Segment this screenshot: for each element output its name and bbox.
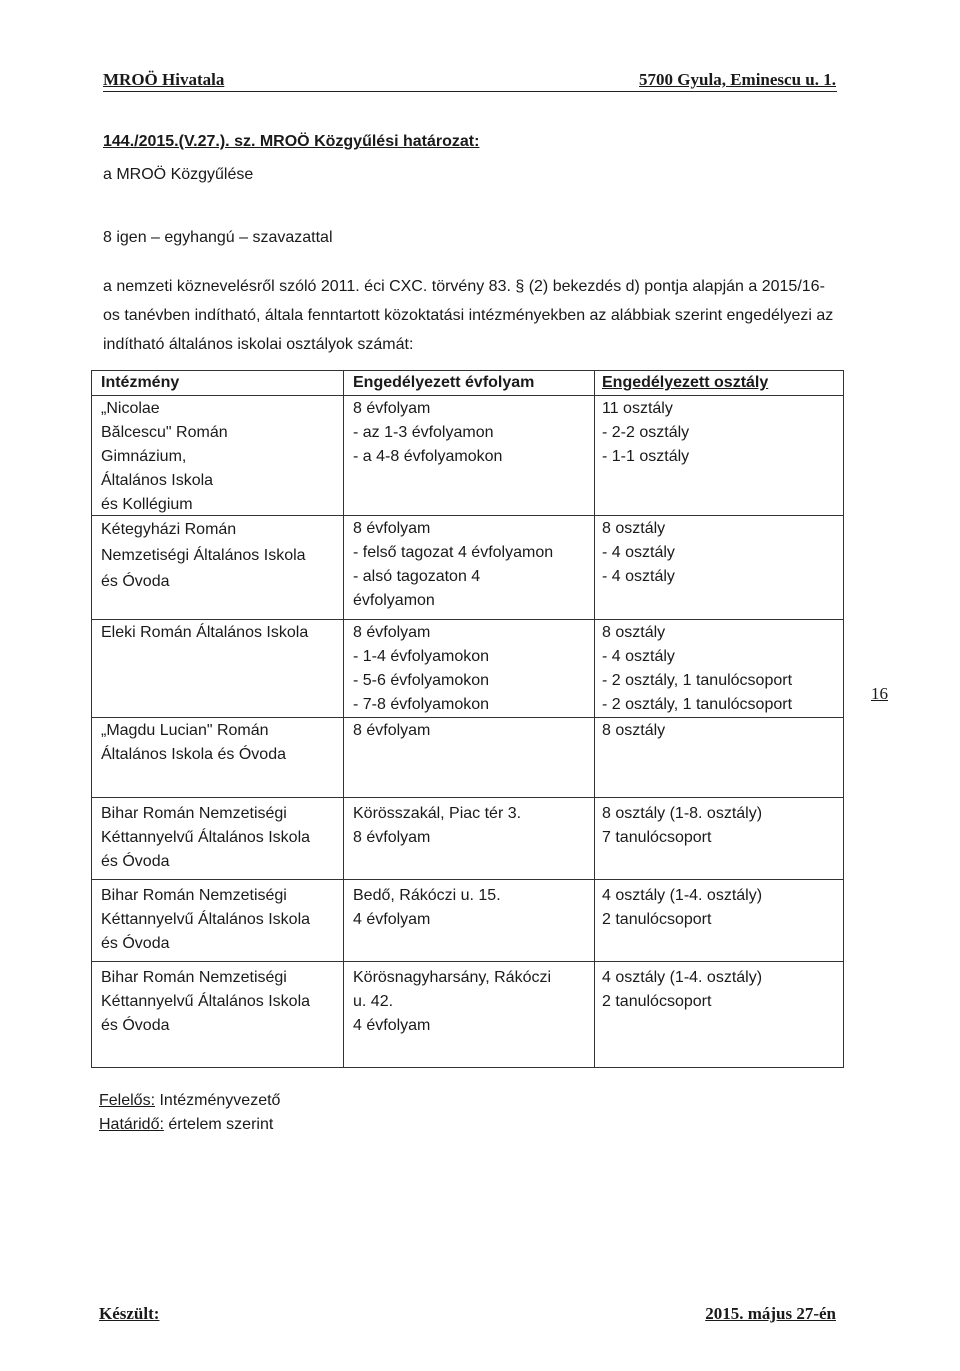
header-rule (103, 91, 837, 92)
table-row (92, 879, 843, 962)
grades-cell: 8 évfolyam - az 1-3 évfolyamon - a 4-8 évfolyamokon (353, 400, 503, 465)
classes-cell: 8 osztály - 4 osztály - 4 osztály (602, 520, 675, 585)
made-label: Készült: (99, 1304, 160, 1323)
deadline-label: Határidő: (99, 1116, 164, 1133)
institution-cell: „Nicolae Bălcescu" Román Gimnázium, Általános Iskola és Kollégium (101, 400, 228, 513)
office-address: 5700 Gyula, Eminescu u. 1. (639, 70, 836, 89)
institution-cell: Bihar Román Nemzetiségi Kéttannyelvű Általános Iskola és Óvoda (101, 969, 311, 1034)
table-row (92, 515, 843, 620)
institution-cell: Bihar Román Nemzetiségi Kéttannyelvű Általános Iskola és Óvoda (101, 887, 311, 952)
classes-cell: 8 osztály - 4 osztály - 2 osztály, 1 tanulócsoport - 2 osztály, 1 tanulócsoport (602, 624, 793, 713)
deadline-value: értelem szerint (163, 1116, 274, 1133)
responsible-label: Felelős: (99, 1092, 156, 1109)
institution-cell: „Magdu Lucian" Román Általános Iskola és Óvoda (101, 722, 286, 763)
grades-cell: 8 évfolyam - 1-4 évfolyamokon - 5-6 évfolyamokon - 7-8 évfolyamokon (353, 624, 490, 713)
table-row (92, 717, 843, 798)
responsible-value: Intézményvezető (155, 1092, 281, 1109)
grades-cell: Körösnagyharsány, Rákóczi u. 42. 4 évfolyam (353, 969, 552, 1034)
body-paragraph: a nemzeti köznevelésről szóló 2011. éci CXC. törvény 83. § (2) bekezdés d) pontja alapján a 2015/16-os tanévben indítható, általa fenntartott közoktatási intézményekben az alábbiak szerint engedélyezi az indítható általános iskolai osztályok számát: (103, 278, 834, 353)
deadline-line (99, 1112, 273, 1138)
classes-cell: 4 osztály (1-4. osztály) 2 tanulócsoport (602, 969, 763, 1010)
schools-table (91, 370, 844, 1068)
grades-cell: Bedő, Rákóczi u. 15. 4 évfolyam (353, 887, 501, 928)
institution-cell: Kétegyházi Román Nemzetiségi Általános Iskola és Óvoda (101, 521, 306, 590)
office-name: MROÖ Hivatala (103, 70, 225, 89)
classes-cell: 8 osztály (602, 722, 666, 739)
table-row (92, 395, 843, 516)
table-row (92, 961, 843, 1069)
grades-cell: Körösszakál, Piac tér 3. 8 évfolyam (353, 805, 522, 846)
institution-cell: Eleki Román Általános Iskola (101, 624, 309, 641)
table-header-row (92, 371, 843, 395)
assembly-line: a MROÖ Közgyűlése (103, 166, 254, 183)
table-row (92, 797, 843, 880)
classes-cell: 11 osztály - 2-2 osztály - 1-1 osztály (602, 400, 690, 465)
resolution-title: 144./2015.(V.27.). sz. MROÖ Közgyűlési határozat: (103, 133, 480, 150)
grades-cell: 8 évfolyam - felső tagozat 4 évfolyamon - alsó tagozaton 4 évfolyamon (353, 520, 554, 609)
responsible-line (99, 1088, 280, 1114)
table-row (92, 619, 843, 718)
vote-line: 8 igen – egyhangú – szavazattal (103, 229, 333, 246)
classes-cell: 4 osztály (1-4. osztály) 2 tanulócsoport (602, 887, 763, 928)
header-classes: Engedélyezett osztály (602, 374, 769, 391)
header-institution: Intézmény (101, 374, 180, 391)
page-number: 16 (871, 684, 888, 703)
institution-cell: Bihar Román Nemzetiségi Kéttannyelvű Általános Iskola és Óvoda (101, 805, 311, 870)
grades-cell: 8 évfolyam (353, 722, 431, 739)
classes-cell: 8 osztály (1-8. osztály) 7 tanulócsoport (602, 805, 763, 846)
made-date: 2015. május 27-én (705, 1304, 836, 1323)
header-grades: Engedélyezett évfolyam (353, 374, 535, 391)
